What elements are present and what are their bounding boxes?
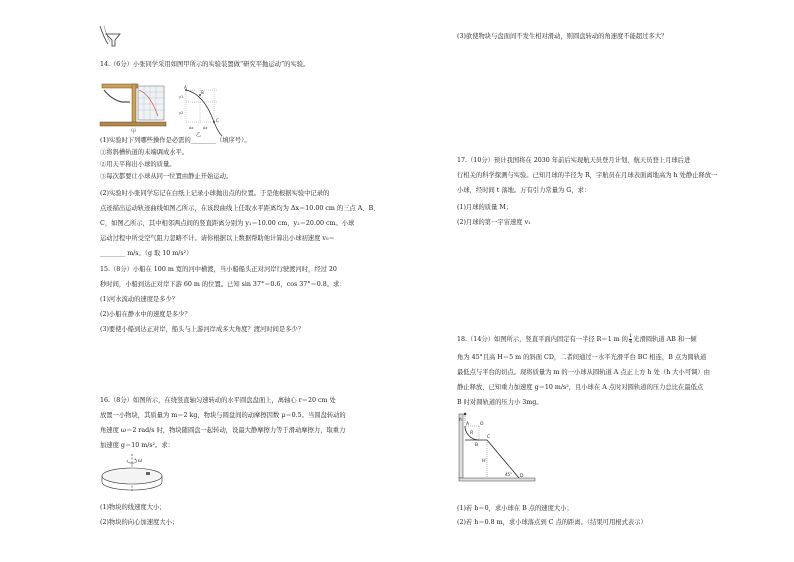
q14-figure-apparatus (98, 78, 168, 134)
q16-omega-label: ω (138, 458, 143, 464)
funnel-figure (98, 24, 128, 48)
q14-stem: 14.（6分）小张同学采用如图甲所示的实验装置做“研究平抛运动”的实验。 (100, 61, 310, 68)
q14-opt1: ①将斜槽轨道的末端调成水平。 (100, 149, 189, 156)
q18-fig-label-b: B (475, 443, 479, 448)
q14-fig-label-dx2: Δx (203, 126, 208, 130)
q17-part1: (1)月球的质量 M； (457, 204, 513, 211)
q14-fig-label-b: B (201, 90, 204, 95)
q14-fig-label-c: C (216, 118, 219, 123)
q18-frac-num: 1 (628, 333, 633, 339)
q17-line2: 行相关的科学探测与实验。已知月球的半径为 R，宇航员在月球表面离地高为 h 处静止释放一 (457, 172, 718, 179)
q18-fig-label-a: A (466, 422, 470, 427)
q16-line4: 加速度 g＝10 m/s²。求： (100, 442, 174, 449)
q15-part2: (2)小船在静水中的速度是多少？ (100, 311, 191, 318)
q18-line4: 静止释放，已知重力加速度 g＝10 m/s²，且小球在 A 点时对圆轨道的压力总比在最低点 (457, 384, 704, 391)
q16-line1: 16.（8分）如图所示，在绕竖直轴匀速转动的水平圆盘盘面上，离轴心 r＝20 cm 处 (100, 397, 336, 404)
q18-line1-b: 光滑圆轨道 AB 和一倾 (633, 336, 697, 343)
q14-fig-label-a: A (184, 85, 187, 90)
q14-part2-line1: (2)实验时小张同学忘记在白纸上记录小球抛出点的位置。于是他根据实验中记录的 (100, 190, 330, 197)
q16-line2: 放置一小物块，其质量为 m＝2 kg，物块与圆盘间的动摩擦因数 μ＝0.5。当圆盘转动的 (100, 412, 346, 419)
q15-part3: (3)要使小船到达正对岸，船头与上游河岸成多大角度？渡河时间是多少？ (100, 326, 305, 333)
q14-fig-caption-b: 乙 (196, 132, 202, 138)
q17-part2: (2)月球的第一宇宙速度 v₁ (457, 219, 531, 226)
q18-line1-a: 18.（14分）如图所示，竖直平面内固定有一半径 R＝1 m 的 (457, 336, 628, 343)
q18-fig-label-d: D (520, 474, 524, 479)
q17-line1: 17.（10分）预计我国将在 2030 年前后实现航天员登月计划，航天员登上月球后进 (457, 157, 691, 164)
q14-opt3: ③每次都要让小球从同一位置由静止开始运动。 (100, 173, 233, 180)
q14-fig-caption-a: 甲 (131, 129, 137, 134)
q18-part1: (1)若 h＝0，求小球在 B 点的速度大小； (457, 505, 573, 512)
right-column (397, 0, 794, 562)
q18-fig-label-h: h (459, 418, 462, 423)
q14-part1: (1)实验时下列哪些操作是必需的________（填序号）。 (100, 137, 251, 144)
q15-part1: (1)河水流动的速度是多少？ (100, 296, 179, 303)
q18-line1 (457, 334, 697, 345)
q16-line3: 角速度 ω＝2 rad/s 时，物块随圆盘一起转动，设最大静摩擦力等于滑动摩擦力，取重力 (100, 427, 346, 434)
q15-line2: 秒时间，小船到达正对岸下游 60 m 的位置。已知 sin 37°＝0.6，cos 37°＝0.8。求： (100, 281, 346, 288)
q14-opt2: ②用天平称出小球的质量。 (100, 161, 176, 168)
q14-part2-line4: 运动过程中所受空气阻力忽略不计。请你根据以上数据帮助他计算出小球初速度 v₀＝ (100, 235, 335, 242)
q18-fig-label-r: R (470, 431, 474, 436)
q14-part2-line3: C，如图乙所示，其中相邻两点间的竖直距离分别为 y₁＝10.00 cm，y₂＝20.00 cm。小球 (100, 220, 355, 227)
q17-line3: 小球，经时间 t 落地。万有引力常量为 G，求： (457, 187, 591, 194)
q14-figure-trajectory (178, 84, 238, 138)
q18-line5: B 时对圆轨道的压力小 3mg。 (457, 399, 543, 406)
q18-fig-label-c: C (487, 435, 491, 440)
q16-part1: (1)物块的线速度大小； (100, 504, 166, 511)
q15-line1: 15.（8分）小船在 100 m 宽的河中横渡，当小船船头正对河岸行驶渡河时，经过 20 (100, 266, 337, 273)
q18-fig-label-o: O (480, 422, 484, 427)
q18-track-figure (457, 412, 537, 492)
q16-part3: (3)欲使物块与盘面间不发生相对滑动，则圆盘转动的角速度不能超过多大？ (457, 33, 668, 40)
q16-disk-figure (98, 452, 168, 500)
q18-frac-den: 4 (628, 339, 633, 345)
q14-fig-label-y2: y2 (179, 111, 184, 115)
q16-part2: (2)物块的向心加速度大小； (100, 519, 179, 526)
q14-fig-label-y1: y1 (179, 95, 184, 99)
q14-part2-line2: 点迹描出运动轨迹曲线如图乙所示，在该段曲线上任取水平距离均为 Δx＝10.00 cm 的三点 A、B、 (100, 205, 380, 212)
q18-fraction (629, 334, 632, 345)
q18-line3: 最低点与平台的切点。现将质量为 m 的一小球从圆轨道 A 点正上方 h 处（h 大小可调）由 (457, 369, 711, 376)
q18-fig-label-hh: H (482, 459, 486, 464)
q14-part2-line5: ________ m/s。（g 取 10 m/s²） (100, 250, 193, 257)
q14-fig-label-dx1: Δx (189, 126, 194, 130)
q18-part2: (2)若 h＝0.8 m，求小球落点到 C 点的距离。（结果可用根式表示） (457, 519, 647, 526)
q18-line2: 角为 45°且高 H＝5 m 的斜面 CD，二者间通过一水平光滑平台 BC 相连，B 点为圆轨道 (457, 354, 707, 361)
q18-fig-label-angle: 45° (505, 472, 513, 477)
